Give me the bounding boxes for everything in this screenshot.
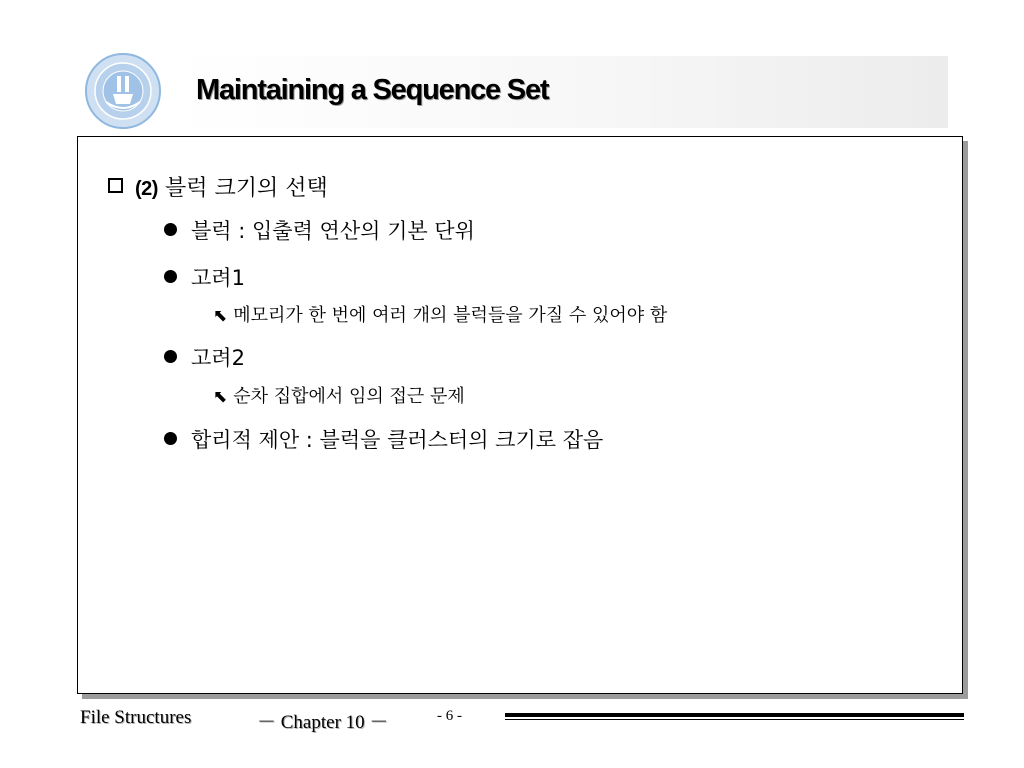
filled-circle-bullet-icon xyxy=(164,350,177,363)
list-item xyxy=(164,215,475,245)
northwest-arrow-icon: ⬉ xyxy=(213,387,228,407)
footer-divider xyxy=(505,713,964,717)
university-seal-icon xyxy=(84,52,162,130)
filled-circle-bullet-icon xyxy=(164,270,177,283)
list-item-text: 블럭 : 입출력 연산의 기본 단위 xyxy=(191,219,475,243)
list-item-text: 합리적 제안 : 블럭을 클러스터의 크기로 잡음 xyxy=(191,428,604,452)
northwest-arrow-icon: ⬉ xyxy=(213,306,228,326)
footer-chapter: － Chapter 10 － xyxy=(257,712,389,733)
sub-list-item-text: 메모리가 한 번에 여러 개의 블럭들을 가질 수 있어야 함 xyxy=(233,305,668,326)
section-heading xyxy=(108,171,328,202)
list-item-text: 고려1 xyxy=(191,266,245,290)
sub-list-item-text: 순차 집합에서 임의 접근 문제 xyxy=(233,386,465,407)
list-item xyxy=(164,262,245,292)
list-item xyxy=(164,424,603,454)
title-bar xyxy=(170,56,948,128)
filled-circle-bullet-icon xyxy=(164,432,177,445)
section-heading-text: 블럭 크기의 선택 xyxy=(164,176,328,201)
hollow-square-bullet-icon xyxy=(108,178,123,193)
footer-page-number: - 6 - xyxy=(437,708,462,724)
sub-list-item xyxy=(213,382,465,408)
footer-course: File Structures xyxy=(80,707,192,728)
footer-divider-thin xyxy=(505,719,964,720)
section-number: (2) xyxy=(135,178,158,200)
slide-title: Maintaining a Sequence Set xyxy=(196,74,549,106)
filled-circle-bullet-icon xyxy=(164,223,177,236)
list-item-text: 고려2 xyxy=(191,346,245,370)
content-box xyxy=(77,136,963,694)
sub-list-item xyxy=(213,301,667,327)
list-item xyxy=(164,342,245,372)
